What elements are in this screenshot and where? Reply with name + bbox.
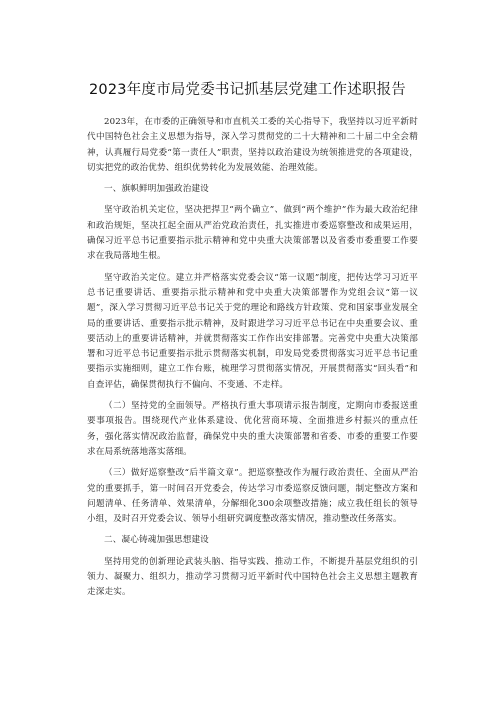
section1-paragraph-2: 坚守政治关定位。建立并严格落实党委会议“第一议题”制度，把传达学习习近平总书记重要讲话、重要指示批示精神和党中央重大决策部署作为党组会议“第一议题”，深入学习贯彻习近平总书记关于党的理论和路线方针政策、党和国家事业发展全局的重要讲话、重要指示批示精神，及时跟进学习习近平总书记在中央重要会议、重要活动上的重要讲话精神，并就贯彻落实工作作出安排部署。完善党中央重大决策部署和习近平总书记重要指示批示贯彻落实机制，印发局党委贯彻落实习近平总书记重要指示实施细则，建立工作台账，梳理学习贯彻落实情况，开展贯彻落实“回头看”和自查评估，确保贯彻执行不偏向、不变通、不走样。: [87, 272, 418, 390]
section-heading-political: 一、旗帜鲜明加强政治建设: [104, 184, 209, 195]
intro-paragraph: 2023年，在市委的正确领导和市直机关工委的关心指导下，我坚持以习近平新时代中国特色社会主义思想为指导，深入学习贯彻党的二十大精神和二十届二中全会精神，认真履行局党委“第一责任人”职责，坚持以政治建设为统领推进党的各项建设，切实把党的政治优势、组织优势转化为发展效能、治理效能。: [87, 117, 418, 173]
section1-paragraph-1: 坚守政治机关定位，坚决把捍卫“两个确立”、做到“两个维护”作为最大政治纪律和政治规矩，坚决扛起全面从严治党政治责任，扎实推进市委巡察整改和成果运用，确保习近平总书记重要指示批示精神和党中央重大决策部署以及省委市委重要工作要求在我局落地生根。: [87, 205, 418, 262]
section1-paragraph-4: （三）做好巡察整改“后半篇文章”。把巡察整改作为履行政治责任、全面从严治党的重要抓手，第一时间召开党委会，传达学习市委巡察反馈问题，制定整改方案和问题清单、任务清单、效果清单，分解细化300余项整改措施；成立我任组长的领导小组，及时召开党委会议、领导小组研究调度整改落实情况，推动整改任务落实。: [87, 468, 418, 525]
section-heading-ideological: 二、凝心铸魂加强思想建设: [104, 535, 209, 546]
section2-paragraph-1: 坚持用党的创新理论武装头脑、指导实践、推动工作，不断提升基层党组织的引领力、凝聚力、组织力，推动学习贯彻习近平新时代中国特色社会主义思想主题教育走深走实。: [87, 556, 418, 598]
section1-paragraph-3: （二）坚持党的全面领导。严格执行重大事项请示报告制度，定期向市委报送重要事项报告。围绕现代产业体系建设、优化营商环境、全面推进乡村振兴的重点任务，强化落实情况政治监督，确保党中央的重大决策部署和省委、市委的重要工作要求在局系统落地落实落细。: [87, 401, 418, 457]
page-title: 2023年度市局党委书记抓基层党建工作述职报告: [89, 82, 406, 98]
